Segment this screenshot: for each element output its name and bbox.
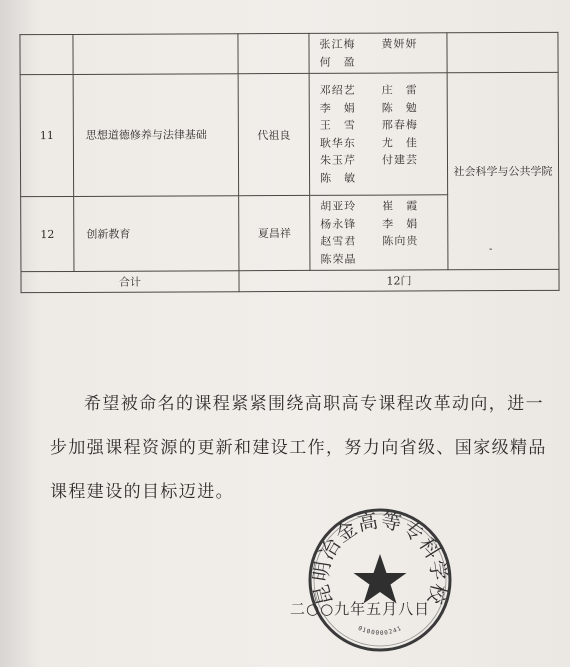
member-line	[320, 169, 447, 187]
svg-text:0100000241	[357, 625, 403, 637]
member-name: 何 盈	[319, 55, 356, 69]
member-line	[320, 81, 447, 99]
member-name	[382, 53, 444, 71]
department	[447, 32, 558, 72]
member-name: 杨永锋	[320, 217, 357, 231]
issue-date: 二○○九年五月八日	[290, 600, 431, 618]
total-value: 12门	[239, 269, 559, 291]
member-name: 朱玉芹	[319, 153, 357, 167]
row-number: 12	[21, 196, 74, 271]
member-name: 李 娟	[319, 101, 356, 115]
course-table	[19, 32, 559, 293]
member-line	[319, 35, 446, 53]
course-name	[73, 34, 238, 75]
row-number: 11	[20, 74, 74, 196]
member-name: 陈荣晶	[320, 252, 357, 266]
table-total-row	[21, 269, 559, 292]
member-name	[382, 250, 444, 268]
row-number	[20, 34, 73, 74]
member-name: 张江梅	[319, 37, 356, 51]
member-name: 崔 霞	[382, 199, 419, 213]
seal-code: 0100000241	[356, 624, 404, 637]
seal-text: 昆明冶金高等专科学校	[308, 508, 452, 608]
member-line	[320, 232, 447, 250]
member-line	[320, 99, 447, 117]
member-name	[382, 169, 444, 187]
team-members	[309, 73, 448, 196]
table-row	[20, 72, 559, 196]
seal-star-icon	[354, 554, 407, 604]
member-name: 陈向贵	[382, 234, 419, 248]
member-name: 胡亚玲	[320, 199, 357, 213]
table-row	[20, 32, 558, 74]
member-line	[320, 197, 447, 215]
course-name: 思想道德修养与法律基础	[73, 74, 239, 197]
member-name: 尤 佳	[381, 135, 418, 150]
team-members	[310, 195, 448, 271]
member-name: 邓绍艺	[319, 83, 356, 97]
department: 社会科学与公共学院	[447, 72, 559, 269]
member-name: 庄 雷	[381, 83, 418, 97]
course-name: 创新教育	[74, 196, 239, 272]
course-leader	[238, 33, 309, 73]
member-name: 耿华东	[319, 136, 356, 150]
team-members	[309, 33, 447, 74]
member-line	[320, 151, 447, 169]
member-name: 李 娟	[382, 216, 419, 231]
paragraph-text: 希望被命名的课程紧紧围绕高职高专课程改革动向，进一步加强课程资源的更新和建设工作，努力向省级、国家级精品课程建设的目标迈进。	[50, 394, 547, 502]
member-name: 陈 敏	[320, 171, 357, 185]
member-name: 付建芸	[381, 153, 419, 167]
total-label: 合计	[21, 271, 239, 293]
body-paragraph	[50, 338, 550, 514]
stray-mark: -	[489, 244, 493, 255]
member-name: 赵雪君	[320, 234, 357, 248]
member-name: 黄妍妍	[381, 37, 418, 51]
member-name: 邢春梅	[381, 118, 418, 132]
member-line	[320, 134, 447, 152]
official-seal	[306, 506, 454, 654]
member-line	[320, 250, 447, 268]
member-line	[320, 53, 447, 71]
member-line	[320, 116, 447, 134]
course-leader: 代祖良	[238, 73, 310, 195]
member-name: 王 雪	[319, 118, 356, 132]
member-line	[320, 215, 447, 233]
member-name: 陈 勉	[381, 100, 418, 115]
course-leader: 夏昌祥	[239, 195, 310, 270]
